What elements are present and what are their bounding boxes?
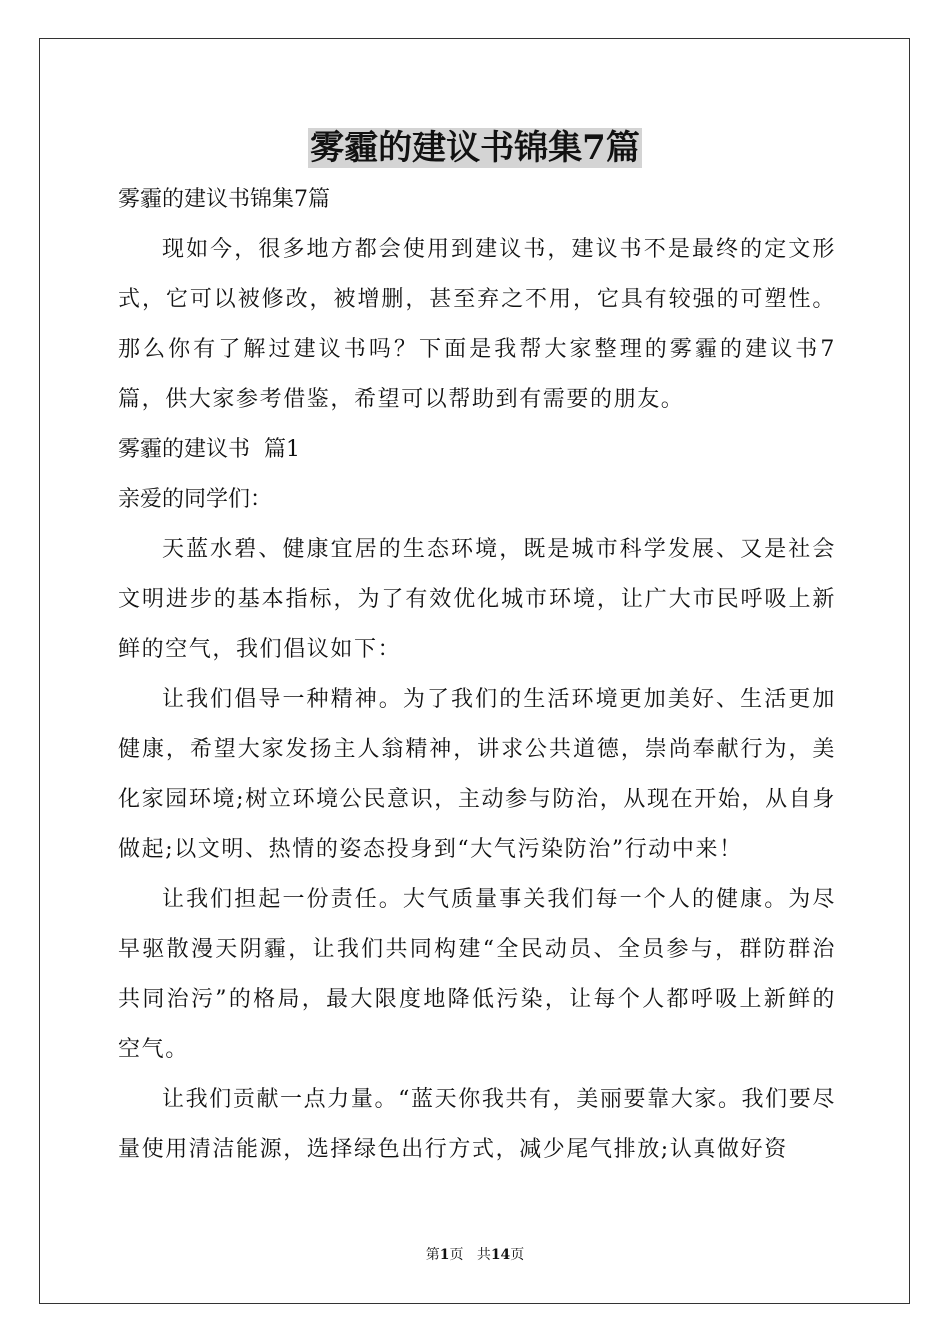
- total-pages: 14: [490, 1247, 511, 1263]
- body-paragraph: 让我们担起一份责任。大气质量事关我们每一个人的健康。为尽早驱散漫天阴霾，让我们共同构建“全民动员、全员参与，群防群治共同治污”的格局，最大限度地降低污染，让每个人都呼吸上新鲜的空气。: [118, 887, 836, 1062]
- page-prefix: 第: [425, 1247, 440, 1263]
- page-footer: [0, 1245, 950, 1265]
- salutation: 亲爱的同学们：: [118, 487, 273, 512]
- intro-paragraph: 现如今，很多地方都会使用到建议书，建议书不是最终的定文形式，它可以被修改，被增删，甚至弃之不用，它具有较强的可塑性。那么你有了解过建议书吗？下面是我帮大家整理的雾霾的建议书7篇，供大家参考借鉴，希望可以帮助到有需要的朋友。: [118, 237, 836, 412]
- body-paragraph: 让我们贡献一点力量。“蓝天你我共有，美丽要靠大家。我们要尽量使用清洁能源，选择绿色出行方式，减少尾气排放;认真做好资: [118, 1087, 836, 1162]
- document-title-text: 雾霾的建议书锦集7篇: [310, 128, 640, 168]
- document-subtitle: 雾霾的建议书锦集7篇: [118, 187, 330, 212]
- page-number: 1: [439, 1247, 450, 1263]
- body-paragraph: 天蓝水碧、健康宜居的生态环境，既是城市科学发展、又是社会文明进步的基本指标，为了有效优化城市环境，让广大市民呼吸上新鲜的空气，我们倡议如下：: [118, 537, 836, 662]
- section-heading: 雾霾的建议书 篇1: [118, 437, 300, 462]
- total-suffix: 页: [510, 1247, 525, 1263]
- total-prefix: 共: [476, 1247, 491, 1263]
- body-paragraph: 让我们倡导一种精神。为了我们的生活环境更加美好、生活更加健康，希望大家发扬主人翁精神，讲求公共道德，崇尚奉献行为，美化家园环境;树立环境公民意识，主动参与防治，从现在开始，从自身做起;以文明、热情的姿态投身到“大气污染防治”行动中来！: [118, 687, 836, 862]
- document-title: [0, 126, 950, 170]
- document-body: [118, 175, 836, 1175]
- page-suffix: 页: [449, 1247, 464, 1263]
